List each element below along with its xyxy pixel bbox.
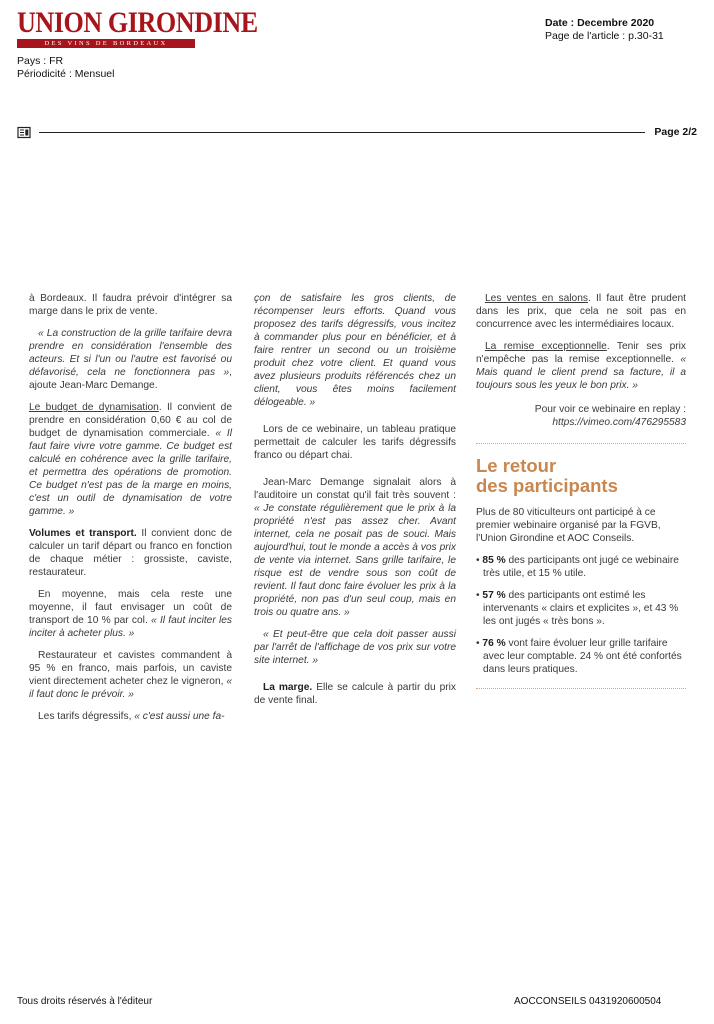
section-lead: Les ventes en salons — [485, 293, 588, 304]
section-lead: Volumes et transport. — [29, 528, 137, 539]
paragraph — [29, 588, 232, 640]
paragraph — [476, 292, 686, 331]
text: Elle se calcule à partir du prix de vente final. — [254, 682, 456, 706]
article-column-2 — [254, 292, 456, 716]
replay-link[interactable]: https://vimeo.com/476295583 — [552, 417, 686, 428]
paragraph: Lors de ce webinaire, un tableau pratique permettait de calculer les tarifs dégressifs franco ou départ chai. — [254, 424, 456, 461]
paragraph: « Et peut-être que cela doit passer aussi par l'arrêt de l'affichage de vos prix sur votre site internet. » — [254, 629, 456, 666]
publication-meta — [17, 55, 114, 81]
percentage: 85 % — [482, 555, 506, 566]
paragraph — [29, 527, 232, 579]
list-item — [476, 637, 686, 676]
article-meta — [545, 17, 664, 43]
box-bottom-divider — [476, 688, 686, 689]
article-column-1 — [29, 292, 232, 732]
date: Date : Decembre 2020 — [545, 17, 655, 29]
section-lead: La remise exceptionnelle — [485, 341, 607, 352]
section-lead: Le budget de dynamisation — [29, 402, 159, 413]
box-title-line-2: des participants — [476, 475, 618, 496]
country: Pays : FR — [17, 55, 64, 67]
periodicity: Périodicité : Mensuel — [17, 68, 115, 80]
paragraph — [254, 476, 456, 619]
publication-logo — [17, 6, 258, 48]
bullet: • — [476, 555, 483, 566]
page-number: Page 2/2 — [654, 126, 697, 138]
replay-label: Pour voir ce webinaire en replay : — [534, 404, 686, 415]
text: . Il faut être prudent dans les prix, que cela ne soit pas en concurrence avec les intermédiaires locaux. — [476, 293, 686, 330]
percentage: 57 % — [482, 590, 506, 601]
paragraph — [29, 327, 232, 392]
text: Les tarifs dégressifs, — [38, 711, 135, 722]
text: Restaurateur et cavistes commandent à 95 % en franco, mais parfois, un caviste vient directement acheter chez le vigneron, — [29, 650, 232, 687]
section-lead: La marge. — [263, 682, 313, 693]
percentage: 76 % — [482, 638, 506, 649]
paragraph: çon de satisfaire les gros clients, de récompenser leurs efforts. Quand vous proposez des tarifs dégressifs, vous incitez à commander plus pour en bénéficier, et à faire rentrer un second ou un troisième produit chez votre client. Et quand vous avez plusieurs produits référencés chez un client, vous êtes moins facilement délogeable. » — [254, 293, 456, 408]
footer-rights: Tous droits réservés à l'éditeur — [17, 996, 153, 1007]
paragraph — [29, 401, 232, 518]
paragraph — [29, 710, 232, 723]
text: En moyenne, mais cela reste une moyenne, il faut envisager un coût de transport de 10 % par col. — [29, 589, 232, 626]
box-title — [476, 456, 686, 496]
text: . Tenir ses prix n'empêche pas la remise exceptionnelle. — [476, 341, 686, 365]
article-column-3 — [476, 292, 686, 689]
box-top-divider — [476, 443, 686, 444]
box-intro: Plus de 80 viticulteurs ont participé à ce premier webinaire organisé par la FGVB, l'Union Girondine et AOC Conseils. — [476, 507, 661, 544]
logo-subtitle: DES VINS DE BORDEAUX — [17, 39, 195, 48]
text: vont faire évoluer leur grille tarifaire avec leur comptable. 24 % ont été confortés dans leurs pratiques. — [483, 638, 682, 675]
paragraph — [476, 340, 686, 392]
replay-info — [476, 403, 686, 429]
quote: « Je constate régulièrement que le prix à la propriété n'est pas assez cher. Avant internet, cela ne posait pas de souci. Mais aujourd'hui, tout le monde a accès à vos prix de vente via internet. Sans grille tarifaire, le risque est de vendre sous son coût de revient. Il faut donc faire évoluer les prix à la propriété, non pas d'un seul coup, mais en trois ou quatre ans. » — [254, 503, 456, 618]
text: , ajoute Jean-Marc Demange. — [29, 367, 232, 391]
quote: « La construction de la grille tarifaire devra prendre en considération l'ensemble des acteurs. Et si l'un ou l'autre est favorisé ou défavorisé, cela ne fonctionnera pas » — [29, 328, 232, 378]
text: Il convient donc de calculer un tarif départ ou franco en fonction de chaque métier : grossiste, caviste, restaurateur. — [29, 528, 232, 578]
text: . Il convient de prendre en considération 0,60 € au col de budget de dynamisation commerciale. — [29, 402, 232, 439]
quote: « il faut donc le prévoir. » — [29, 676, 232, 700]
bullet: • — [476, 638, 483, 649]
text: des participants ont estimé les intervenants « clairs et explicites », et 43 % les ont jugés « très bons ». — [483, 590, 679, 627]
box-title-line-1: Le retour — [476, 455, 557, 476]
quote: « Il faut inciter les inciter à acheter plus. » — [29, 615, 232, 639]
list-item — [476, 589, 686, 628]
newspaper-icon — [17, 126, 31, 139]
quote: « c'est aussi une fa- — [134, 711, 225, 722]
quote: « Mais quand le client prend sa facture, il a toujours sous les yeux le bon prix. » — [476, 354, 686, 391]
page-rule — [17, 126, 697, 140]
logo-title: UNION GIRONDINE — [17, 6, 258, 39]
text: Jean-Marc Demange signalait alors à l'auditoire un constat qu'il fait très souvent : — [254, 477, 456, 501]
paragraph — [254, 681, 456, 707]
paragraph — [29, 649, 232, 701]
quote: « Il faut faire vivre votre gamme. Ce budget est calculé en cohérence avec la grille tarifaire, et permettra des opérations de promotion. Ce budget n'est pas de la marge en moins, c'est un outil de dynamisation de votre gamme. » — [29, 428, 232, 517]
list-item — [476, 554, 686, 580]
rule-line — [39, 132, 645, 133]
bullet: • — [476, 590, 483, 601]
text: des participants ont jugé ce webinaire très utile, et 15 % utile. — [483, 555, 679, 579]
article-page: Page de l'article : p.30-31 — [545, 30, 664, 42]
paragraph: à Bordeaux. Il faudra prévoir d'intégrer sa marge dans le prix de vente. — [29, 293, 232, 317]
footer-code: AOCCONSEILS 0431920600504 — [514, 996, 662, 1007]
